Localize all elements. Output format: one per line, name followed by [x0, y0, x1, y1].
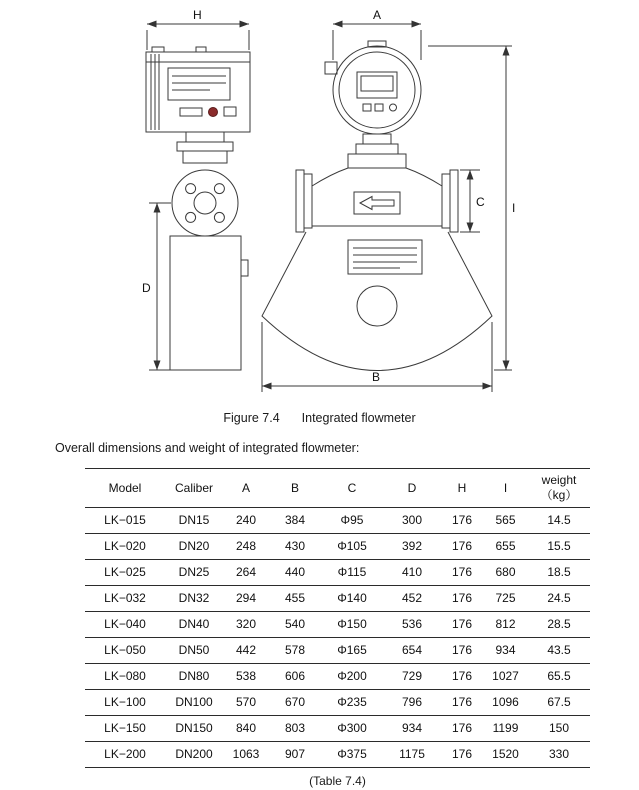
col-header-i: I — [483, 469, 528, 508]
table-cell: 606 — [269, 664, 321, 690]
table-cell: LK−150 — [85, 716, 165, 742]
table-cell: 176 — [441, 716, 483, 742]
table-cell: 67.5 — [528, 690, 590, 716]
dim-label-i: I — [512, 201, 516, 215]
table-cell: 796 — [383, 690, 441, 716]
table-cell: DN50 — [165, 638, 223, 664]
neck-segment — [186, 132, 224, 142]
pipe-shoulder — [406, 168, 442, 186]
table-cell: 430 — [269, 534, 321, 560]
table-cell: 15.5 — [528, 534, 590, 560]
table-cell: 410 — [383, 560, 441, 586]
col-header-h: H — [441, 469, 483, 508]
table-cell: 934 — [483, 638, 528, 664]
table-cell: 452 — [383, 586, 441, 612]
table-cell: 1175 — [383, 742, 441, 768]
table-cell: DN25 — [165, 560, 223, 586]
table-cell: 384 — [269, 508, 321, 534]
table-cell: DN150 — [165, 716, 223, 742]
table-cell: Φ105 — [321, 534, 383, 560]
table-cell: 24.5 — [528, 586, 590, 612]
table-cell: 570 — [223, 690, 269, 716]
table-cell: Φ200 — [321, 664, 383, 690]
table-cell: LK−050 — [85, 638, 165, 664]
table-cell: 565 — [483, 508, 528, 534]
table-row — [85, 508, 590, 534]
table-cell: 43.5 — [528, 638, 590, 664]
table-cell: 150 — [528, 716, 590, 742]
indicator-button — [209, 108, 218, 117]
table-cell: LK−020 — [85, 534, 165, 560]
table-row — [85, 560, 590, 586]
table-cell: 248 — [223, 534, 269, 560]
table-row — [85, 612, 590, 638]
figure-caption-title: Integrated flowmeter — [301, 411, 416, 425]
table-cell: 176 — [441, 638, 483, 664]
bolt-hole — [214, 184, 224, 194]
table-cell: 28.5 — [528, 612, 590, 638]
table-cell: DN80 — [165, 664, 223, 690]
pipe-shoulder — [312, 168, 348, 186]
housing-detail — [180, 108, 202, 116]
table-cell: 680 — [483, 560, 528, 586]
nameplate — [168, 68, 230, 100]
housing-detail — [224, 107, 236, 116]
table-cell: LK−015 — [85, 508, 165, 534]
table-cell: 455 — [269, 586, 321, 612]
flange-face — [172, 170, 238, 236]
table-row — [85, 716, 590, 742]
body-tab — [241, 260, 248, 276]
dim-label-d: D — [142, 281, 151, 295]
table-cell: 240 — [223, 508, 269, 534]
col-header-d: D — [383, 469, 441, 508]
transmitter-head-outer — [333, 46, 421, 134]
table-cell: DN20 — [165, 534, 223, 560]
col-header-b: B — [269, 469, 321, 508]
table-cell: 442 — [223, 638, 269, 664]
table-header-row — [85, 469, 590, 508]
table-cell: 907 — [269, 742, 321, 768]
table-cell: 1096 — [483, 690, 528, 716]
table-cell: 729 — [383, 664, 441, 690]
housing-tab — [152, 47, 164, 52]
left-flange — [296, 170, 304, 232]
figure-caption-label: Figure 7.4 — [223, 411, 280, 425]
table-row — [85, 638, 590, 664]
figure-caption — [0, 411, 639, 425]
table-cell: DN200 — [165, 742, 223, 768]
table-cell: Φ140 — [321, 586, 383, 612]
table-cell: 176 — [441, 586, 483, 612]
display-button — [375, 104, 383, 111]
table-cell: 176 — [441, 612, 483, 638]
display-button — [363, 104, 371, 111]
meter-body — [170, 236, 241, 370]
table-cell: 392 — [383, 534, 441, 560]
table-cell: 655 — [483, 534, 528, 560]
dim-label-c: C — [476, 195, 485, 209]
table-cell: LK−040 — [85, 612, 165, 638]
table-cell: 536 — [383, 612, 441, 638]
col-header-c: C — [321, 469, 383, 508]
table-cell: 294 — [223, 586, 269, 612]
base-port — [357, 286, 397, 326]
weight-header-line2: （kg） — [540, 488, 578, 502]
right-flange-hub — [442, 174, 450, 228]
table-cell: 264 — [223, 560, 269, 586]
table-caption: (Table 7.4) — [309, 774, 366, 788]
table-cell: Φ375 — [321, 742, 383, 768]
table-cell: 725 — [483, 586, 528, 612]
table-row — [85, 534, 590, 560]
neck-segment — [348, 154, 406, 168]
neck-segment — [183, 151, 227, 163]
display-screen — [361, 76, 393, 91]
table-row — [85, 586, 590, 612]
dome-base — [262, 232, 492, 371]
table-cell: DN100 — [165, 690, 223, 716]
dim-label-a: A — [373, 8, 382, 22]
table-cell: 440 — [269, 560, 321, 586]
left-flange-hub — [304, 174, 312, 228]
table-cell: 670 — [269, 690, 321, 716]
dim-label-h: H — [193, 8, 202, 22]
dimensions-table — [85, 468, 590, 768]
table-cell: 803 — [269, 716, 321, 742]
dimensions-table-body — [85, 508, 590, 768]
flow-arrow-icon — [360, 197, 394, 210]
table-cell: 654 — [383, 638, 441, 664]
table-cell: 1199 — [483, 716, 528, 742]
table-cell: 330 — [528, 742, 590, 768]
transmitter-housing — [146, 52, 250, 132]
table-cell: 176 — [441, 742, 483, 768]
bolt-hole — [186, 184, 196, 194]
table-cell: 300 — [383, 508, 441, 534]
table-cell: DN32 — [165, 586, 223, 612]
table-cell: 65.5 — [528, 664, 590, 690]
table-cell: 18.5 — [528, 560, 590, 586]
table-row — [85, 690, 590, 716]
table-cell: DN40 — [165, 612, 223, 638]
table-cell: 176 — [441, 664, 483, 690]
table-cell: 812 — [483, 612, 528, 638]
table-cell: LK−080 — [85, 664, 165, 690]
table-cell: 14.5 — [528, 508, 590, 534]
table-cell: Φ235 — [321, 690, 383, 716]
table-cell: 934 — [383, 716, 441, 742]
table-cell: Φ115 — [321, 560, 383, 586]
neck-segment — [356, 144, 398, 154]
flange-bore — [194, 192, 216, 214]
table-cell: LK−032 — [85, 586, 165, 612]
table-cell: Φ150 — [321, 612, 383, 638]
table-row — [85, 742, 590, 768]
base-nameplate — [348, 240, 422, 274]
table-cell: 176 — [441, 508, 483, 534]
table-cell: 176 — [441, 690, 483, 716]
transmitter-head-inner — [339, 52, 415, 128]
col-header-a: A — [223, 469, 269, 508]
table-cell: 1063 — [223, 742, 269, 768]
housing-tab — [196, 47, 206, 52]
table-cell: Φ95 — [321, 508, 383, 534]
weight-header-line1: weight — [541, 473, 577, 487]
bolt-hole — [186, 212, 196, 222]
conduit-entry — [325, 62, 337, 74]
col-header-caliber: Caliber — [165, 469, 223, 508]
table-cell: 176 — [441, 534, 483, 560]
dim-label-b: B — [372, 370, 381, 384]
table-cell: 176 — [441, 560, 483, 586]
table-cell: 540 — [269, 612, 321, 638]
table-cell: LK−025 — [85, 560, 165, 586]
table-cell: LK−100 — [85, 690, 165, 716]
table-cell: LK−200 — [85, 742, 165, 768]
table-cell: Φ165 — [321, 638, 383, 664]
table-cell: 1027 — [483, 664, 528, 690]
table-cell: DN15 — [165, 508, 223, 534]
table-cell: Φ300 — [321, 716, 383, 742]
col-header-weight — [528, 469, 590, 508]
col-header-model: Model — [85, 469, 165, 508]
table-cell: 1520 — [483, 742, 528, 768]
table-cell: 578 — [269, 638, 321, 664]
right-flange — [450, 170, 458, 232]
display-button-round — [390, 104, 397, 111]
table-row — [85, 664, 590, 690]
table-cell: 538 — [223, 664, 269, 690]
bolt-hole — [214, 212, 224, 222]
table-cell: 320 — [223, 612, 269, 638]
neck-segment — [177, 142, 233, 151]
neck-segment — [363, 134, 391, 144]
intro-text: Overall dimensions and weight of integrated flowmeter: — [55, 441, 360, 455]
table-cell: 840 — [223, 716, 269, 742]
